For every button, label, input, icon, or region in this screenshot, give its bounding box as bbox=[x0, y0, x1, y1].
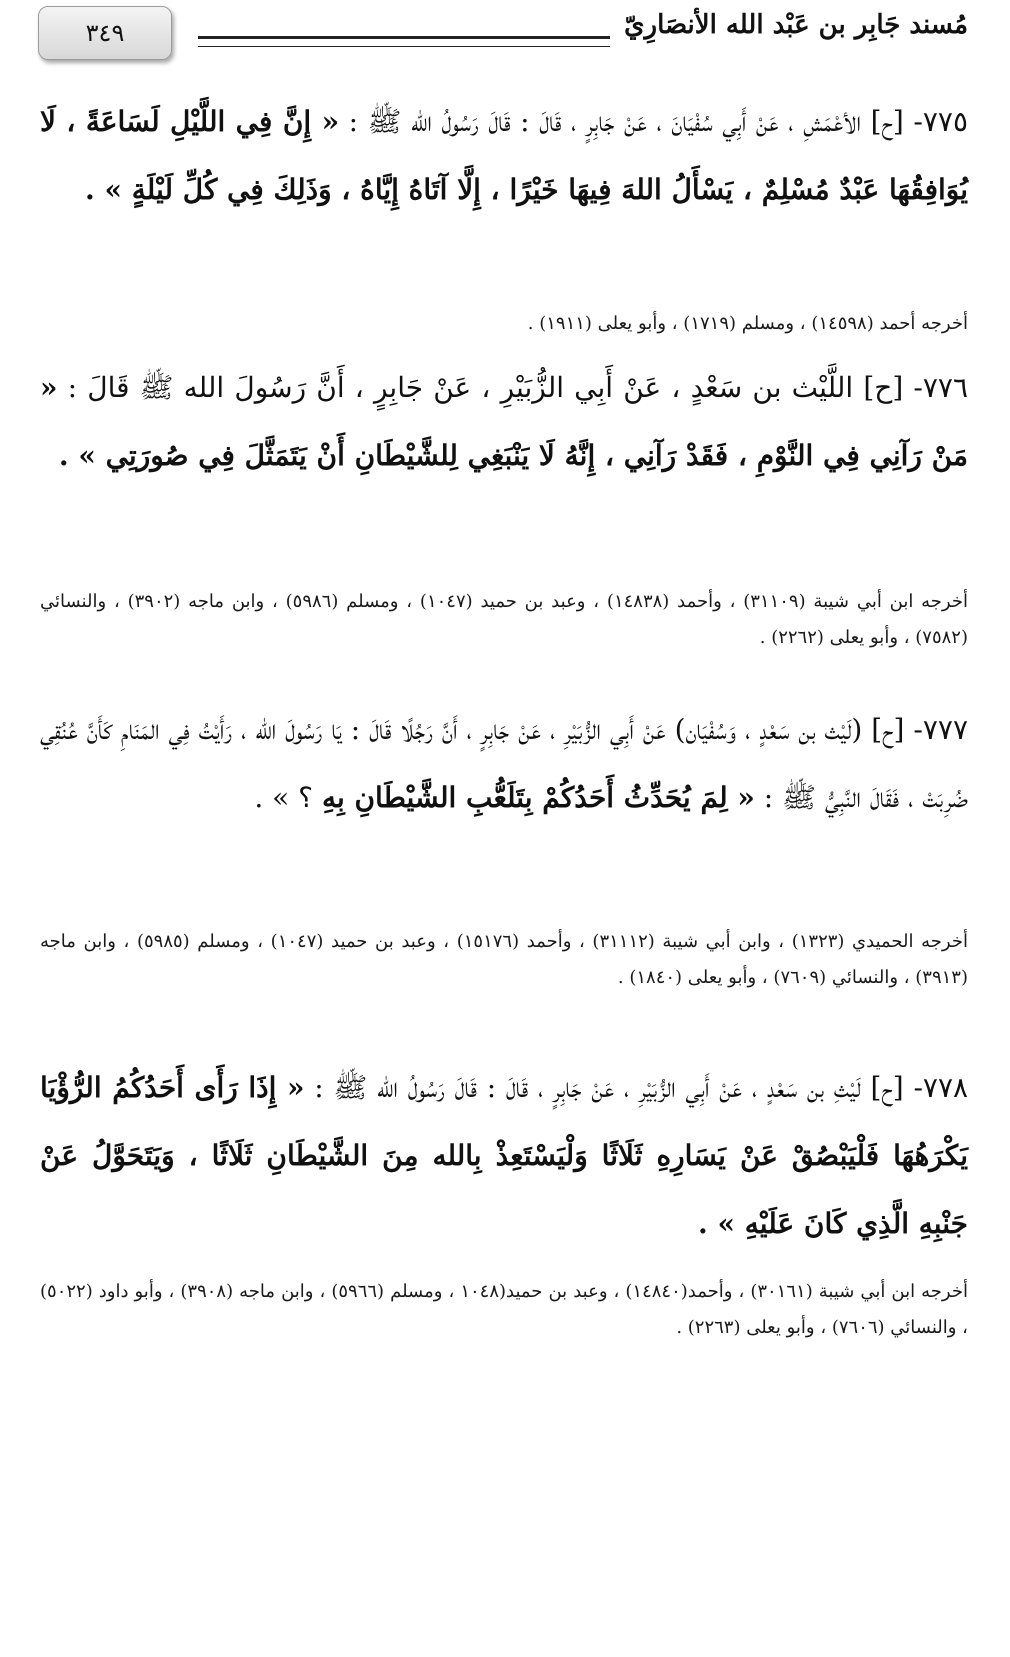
hadith-text bbox=[40, 696, 968, 832]
page-number-tab bbox=[38, 6, 172, 60]
hadith-number: ٧٧٨- bbox=[913, 1071, 969, 1104]
hadith-isnad: [ح] لَيْثِ بن سَعْدٍ ، عَنْ أَبِي الزُّبَيْرِ ، عَنْ جَابِرٍ ، قَالَ : قَالَ رَسُولُ الله ﷺ : bbox=[314, 1071, 904, 1104]
takhrij-776: أخرجه ابن أبي شيبة (٣١١٠٩) ، وأحمد (١٤٨٣٨) ، وعبد بن حميد (١٠٤٧) ، ومسلم (٥٩٨٦) ، وابن ماجه (٣٩٠٢) ، والنسائي (٧٥٨٢) ، وأبو يعلى (٢٢٦٢) . bbox=[40, 591, 968, 648]
hadith-matn-tail: ؟ » . bbox=[254, 781, 314, 814]
hadith-isnad: [ح] اللَّيْث بن سَعْدٍ ، عَنْ أَبِي الزُّبَيْرِ ، عَنْ جَابِرٍ ، أَنَّ رَسُولَ الله ﷺ قَالَ : bbox=[67, 371, 904, 404]
hadith-matn: « لِمَ يُحَدِّثُ أَحَدُكُمْ بِتَلَعُّبِ الشَّيْطَانِ بِهِ bbox=[321, 781, 755, 814]
takhrij-777: أخرجه الحميدي (١٣٢٣) ، وابن أبي شيبة (٣١١١٢) ، وأحمد (١٥١٧٦) ، وعبد بن حميد (١٠٤٧) ، ومسلم (٥٩٨٥) ، وابن ماجه (٣٩١٣) ، والنسائي (٧٦٠٩) ، وأبو يعلى (١٨٤٠) . bbox=[40, 931, 968, 988]
hadith-number: ٧٧٦- bbox=[913, 371, 968, 404]
hadith-778 bbox=[40, 1054, 968, 1258]
running-head-title: مُسند جَابِر بن عَبْد الله الأنصَارِيّ bbox=[624, 10, 968, 40]
hadith-matn: « إِنَّ فِي اللَّيْلِ لَسَاعَةً ، لَا يُوَافِقُهَا عَبْدٌ مُسْلِمٌ ، يَسْأَلُ اللهَ فِيهَا خَيْرًا ، إِلَّا آتَاهُ إِيَّاهُ ، وَذَلِكَ فِي كُلِّ لَيْلَةٍ » . bbox=[40, 105, 968, 206]
hadith-number: ٧٧٥- bbox=[913, 105, 968, 138]
hadith-number: ٧٧٧- bbox=[913, 713, 968, 746]
header-rule bbox=[198, 36, 610, 47]
takhrij-775: أخرجه أحمد (١٤٥٩٨) ، ومسلم (١٧١٩) ، وأبو يعلى (١٩١١) . bbox=[527, 313, 968, 334]
hadith-matn: « مَنْ رَآنِي فِي النَّوْمِ ، فَقَدْ رَآنِي ، إِنَّهُ لَا يَنْبَغِي لِلشَّيْطَانِ أَنْ يَتَمَثَّلَ فِي صُورَتِي » . bbox=[40, 371, 968, 472]
hadith-matn: « إِذَا رَأَى أَحَدُكُمُ الرُّؤْيَا يَكْرَهُهَا فَلْيَبْصُقْ عَنْ يَسَارِهِ ثَلَاثًا وَلْيَسْتَعِذْ بِالله مِنَ الشَّيْطَانِ ثَلَاثًا ، وَيَتَحَوَّلُ عَنْ جَنْبِهِ الَّذِي كَانَ عَلَيْهِ » . bbox=[40, 1071, 968, 1240]
hadith-775 bbox=[40, 88, 968, 224]
hadith-isnad: [ح] الأعْمَشِ ، عَنْ أَبِي سُفْيَانَ ، عَنْ جَابِرٍ ، قَالَ : قَالَ رَسُولُ الله ﷺ : bbox=[348, 105, 904, 138]
takhrij-778: أخرجه ابن أبي شيبة (٣٠١٦١) ، وأحمد(١٤٨٤٠) ، وعبد بن حميد(١٠٤٨ ، ومسلم (٥٩٦٦) ، وابن ماجه (٣٩٠٨) ، وأبو داود (٥٠٢٢) ، والنسائي (٧٦٠٦) ، وأبو يعلى (٢٢٦٣) . bbox=[40, 1281, 968, 1338]
hadith-text bbox=[40, 88, 968, 224]
hadith-text bbox=[40, 1054, 968, 1258]
hadith-text bbox=[40, 354, 968, 490]
hadith-isnad: [ح] (لَيْث بن سَعْدٍ ، وَسُفْيَان) عَنْ أَبِي الزُّبَيْرِ ، عَنْ جَابِرٍ ، أَنَّ رَجُلًا قَالَ : يَا رَسُولَ الله ، رَأَيْتُ فِي المَنَامِ كَأَنَّ عُنُقِي ضُرِبَتْ ، فَقَالَ النَّبِيُّ ﷺ : bbox=[40, 713, 968, 814]
hadith-777 bbox=[40, 696, 968, 832]
hadith-776 bbox=[40, 354, 968, 490]
page-header bbox=[38, 6, 968, 66]
page-number: ٣٤٩ bbox=[85, 19, 125, 47]
